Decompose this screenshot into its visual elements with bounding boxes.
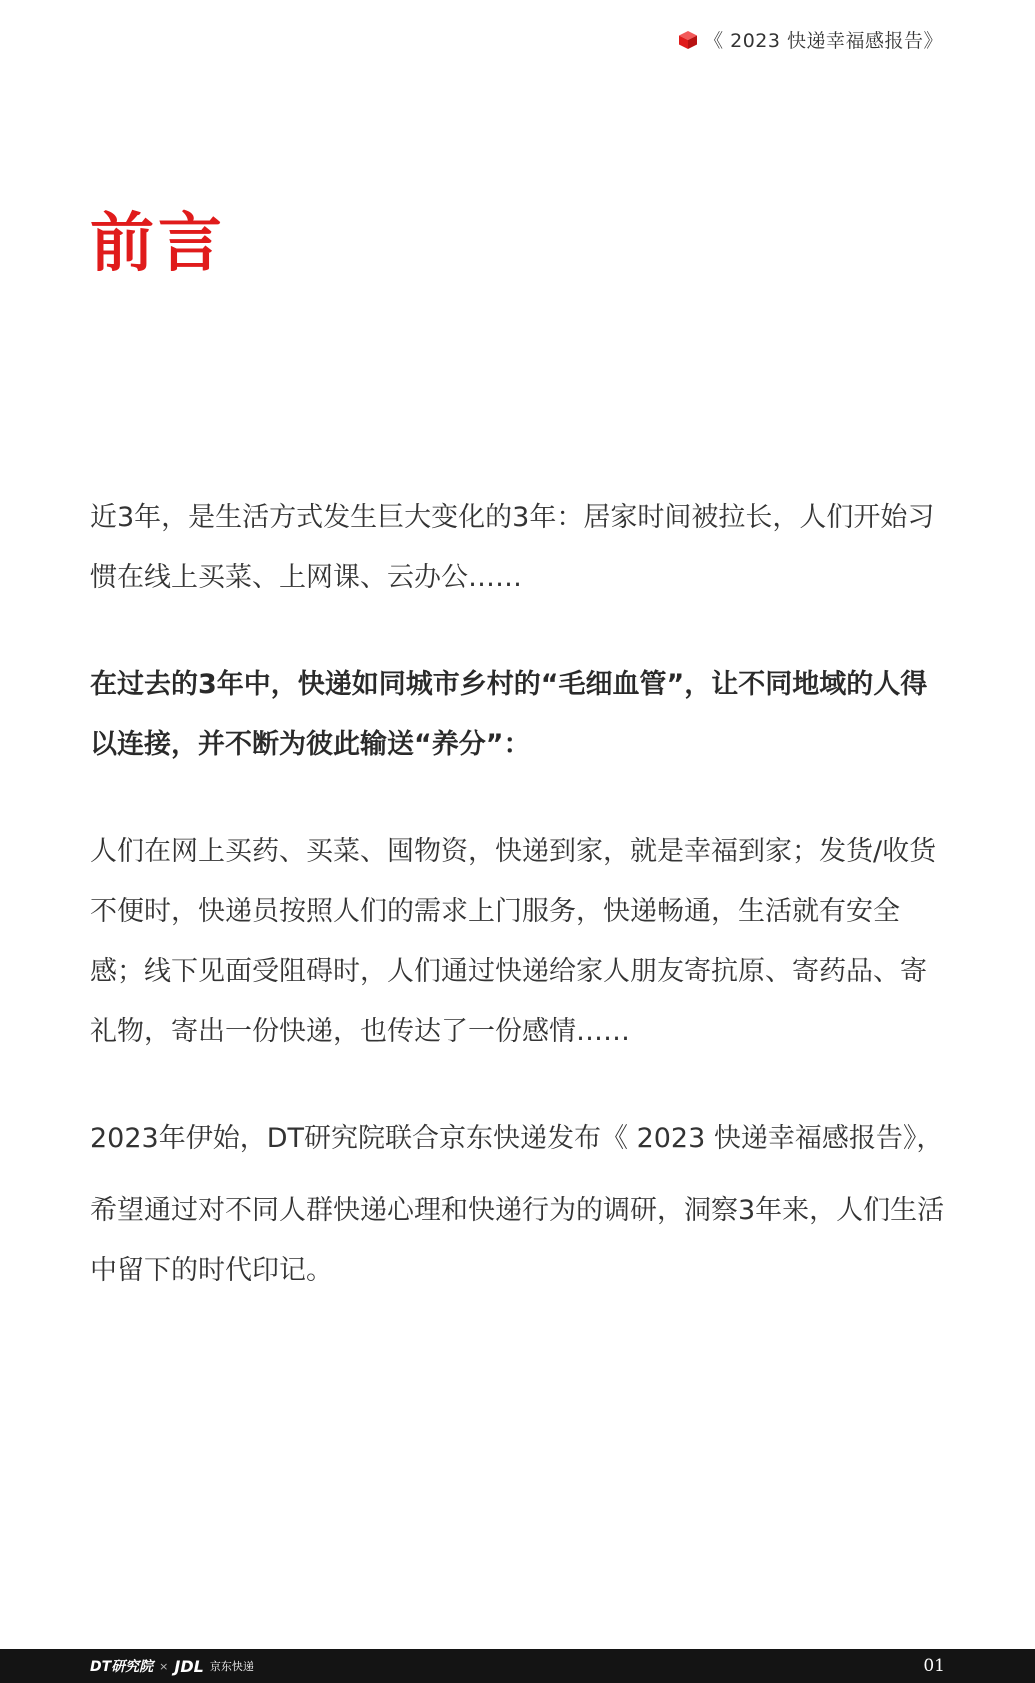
dt-research-logo: DT研究院 [90, 1659, 154, 1675]
jd-express-logo: 京东快递 [209, 1660, 254, 1673]
page-title: 前言 [90, 207, 226, 281]
report-title: 《 2023 快递幸福感报告》 [704, 30, 943, 52]
preface-body [90, 488, 950, 1301]
page-footer [0, 1649, 1035, 1683]
paragraph-intro: 近3年，是生活方式发生巨大变化的3年：居家时间被拉长，人们开始习惯在线上买菜、上网课、云办公…… [90, 502, 935, 593]
page-number: 01 [923, 1656, 945, 1676]
red-cube-icon [678, 30, 698, 50]
paragraph-highlight: 在过去的3年中，快递如同城市乡村的“毛细血管”，让不同地域的人得以连接，并不断为彼此输送“养分”： [90, 669, 928, 760]
paragraph-purpose: 希望通过对不同人群快递心理和快递行为的调研，洞察3年来，人们生活中留下的时代印记。 [90, 1195, 945, 1286]
footer-brand-logos [90, 1656, 254, 1676]
paragraph-release: 2023年伊始，DT研究院联合京东快递发布《 2023 快递幸福感报告》， [90, 1123, 944, 1154]
jdl-logo: JDL [174, 1656, 204, 1676]
paragraph-examples: 人们在网上买药、买菜、囤物资，快递到家，就是幸福到家；发货/收货不便时，快递员按照人们的需求上门服务，快递畅通，生活就有安全感；线下见面受阻碍时，人们通过快递给家人朋友寄抗原、寄药品、寄礼物，寄出一份快递，也传达了一份感情…… [90, 836, 937, 1047]
brand-separator: × [159, 1659, 169, 1673]
report-header [678, 26, 943, 53]
